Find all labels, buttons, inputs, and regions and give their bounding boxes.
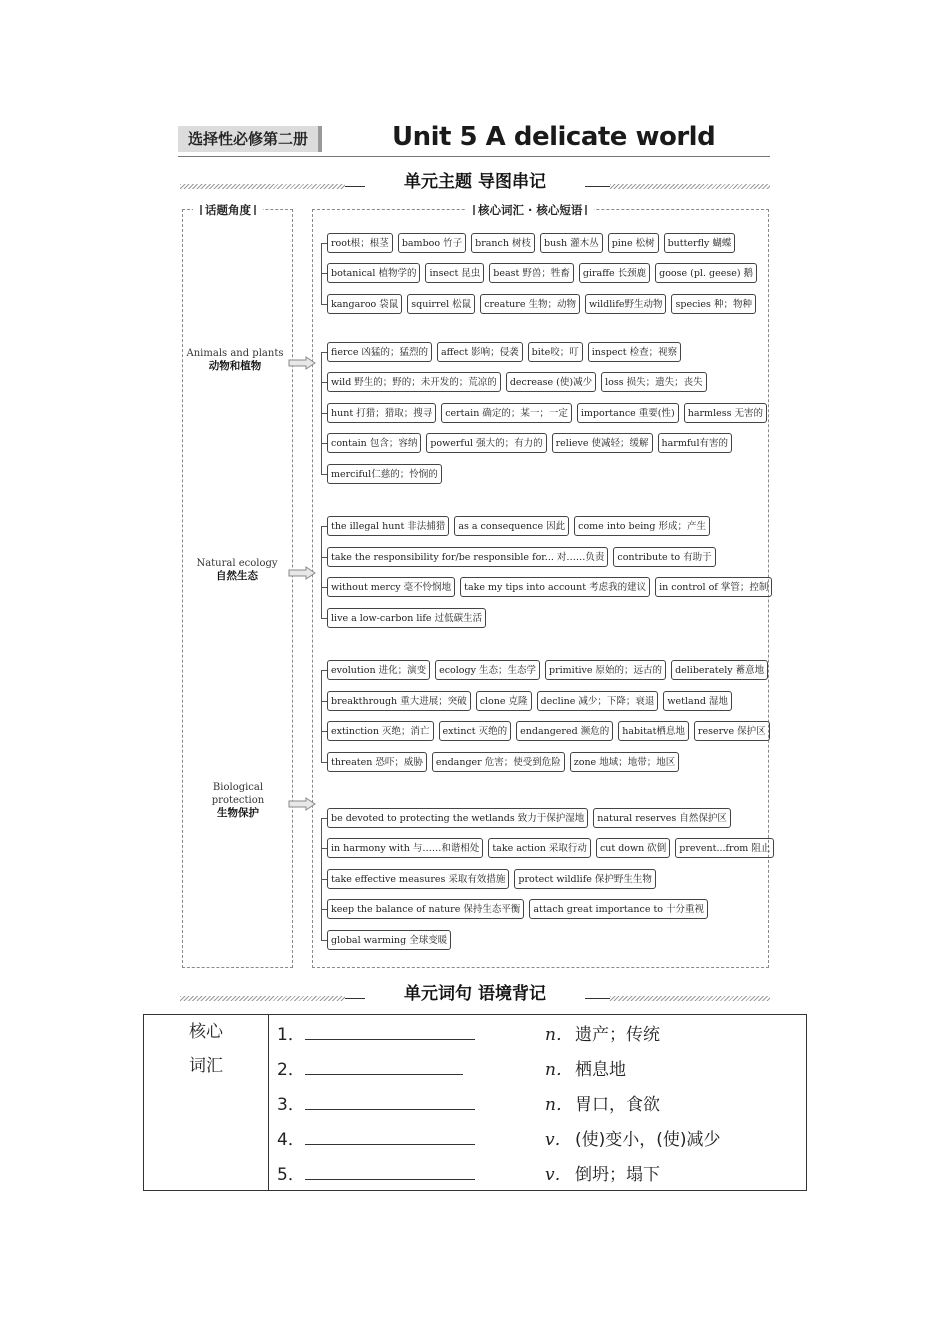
word-row (321, 432, 737, 454)
vocab-row (277, 1085, 806, 1120)
word-box: extinct 灭绝的 (439, 721, 512, 741)
phrase-box: protect wildlife 保护野生生物 (514, 869, 655, 889)
word-box: giraffe 长颈鹿 (579, 263, 650, 283)
meaning: 遗产；传统 (575, 1025, 660, 1045)
topic-natural-ecology (184, 557, 290, 583)
unit-title: Unit 5 A delicate world (392, 122, 716, 152)
word-row (321, 293, 761, 315)
phrase-box: be devoted to protecting the wetlands 致力于保护湿地 (327, 808, 588, 828)
topic-en: Natural ecology (196, 558, 278, 569)
topic-zh: 动物和植物 (208, 360, 262, 372)
header-rule (178, 156, 770, 157)
banner-hatch-left (180, 996, 345, 1001)
word-box: goose (pl. geese) 鹅 (655, 263, 757, 283)
vocab-row (277, 1050, 806, 1085)
answer-blank[interactable] (305, 1178, 475, 1180)
word-box: primitive 原始的；远古的 (545, 660, 666, 680)
vocab-row (277, 1120, 806, 1155)
word-box: inspect 检查；视察 (588, 342, 681, 362)
phrase-box: in control of 掌管；控制 (655, 577, 772, 597)
answer-blank[interactable] (305, 1108, 475, 1110)
item-number: 1． (277, 1025, 305, 1045)
word-box: root根；根茎 (327, 233, 393, 253)
banner-rule (585, 998, 610, 999)
word-box: bite咬；叮 (528, 342, 583, 362)
word-box: branch 树枝 (471, 233, 535, 253)
word-row (321, 751, 684, 773)
topic-en: protection (211, 795, 265, 806)
arrow-right-icon (288, 356, 316, 370)
phrase-box: in harmony with 与……和谐相处 (327, 838, 483, 858)
word-box: contain 包含；容纳 (327, 433, 421, 453)
item-number: 5． (277, 1165, 305, 1185)
word-box: merciful仁慈的；怜悯的 (327, 464, 442, 484)
banner-rule (585, 186, 610, 187)
phrase-box: the illegal hunt 非法捕猎 (327, 516, 449, 536)
phrase-box: cut down 砍倒 (596, 838, 670, 858)
word-box: clone 克隆 (476, 691, 532, 711)
part-of-speech: n． (545, 1095, 573, 1115)
word-box: extinction 灭绝；消亡 (327, 721, 434, 741)
phrase-box: take the responsibility for/be responsible for... 对……负责 (327, 547, 608, 567)
word-box: bamboo 竹子 (398, 233, 466, 253)
word-row (321, 402, 772, 424)
topic-zh: 自然生态 (216, 570, 258, 582)
word-box: affect 影响；侵袭 (437, 342, 523, 362)
word-row (321, 807, 736, 829)
phrase-box: prevent...from 阻止 (675, 838, 774, 858)
banner-rule (345, 186, 365, 187)
meaning: 胃口，食欲 (575, 1095, 660, 1115)
word-row (321, 690, 737, 712)
word-box: wildlife野生动物 (585, 294, 667, 314)
word-box: harmless 无害的 (684, 403, 767, 423)
vocab-items (269, 1015, 807, 1191)
phrase-box: attach great importance to 十分重视 (529, 899, 708, 919)
word-box: botanical 植物学的 (327, 263, 420, 283)
word-row (321, 837, 779, 859)
word-box: squirrel 松鼠 (407, 294, 475, 314)
word-box: reserve 保护区 (694, 721, 770, 741)
word-row (321, 463, 447, 485)
word-row (321, 341, 686, 363)
phrase-box: global warming 全球变暖 (327, 930, 451, 950)
word-row (321, 576, 777, 598)
phrase-box: take my tips into account 考虑我的建议 (460, 577, 650, 597)
word-box: bush 灌木丛 (540, 233, 603, 253)
phrase-box: natural reserves 自然保护区 (593, 808, 731, 828)
phrase-box: as a consequence 因此 (454, 516, 569, 536)
word-box: butterfly 蝴蝶 (664, 233, 736, 253)
phrase-box: without mercy 毫不怜悯地 (327, 577, 455, 597)
vocab-category (144, 1015, 269, 1191)
word-row (321, 262, 762, 284)
word-row (321, 232, 740, 254)
word-box: habitat栖息地 (618, 721, 689, 741)
word-box: decline 减少；下降；衰退 (537, 691, 659, 711)
meaning: (使)变小，(使)减少 (575, 1130, 721, 1150)
answer-blank[interactable] (305, 1143, 475, 1145)
word-row (321, 607, 491, 629)
part-of-speech: v． (545, 1130, 572, 1150)
part-of-speech: v． (545, 1165, 572, 1185)
group-connector (321, 670, 322, 762)
arrow-right-icon (288, 797, 316, 811)
group-connector (321, 526, 322, 618)
word-box: endanger 危害；使受到危险 (432, 752, 565, 772)
word-box: insect 昆虫 (425, 263, 484, 283)
topic-en: Animals and plants (186, 348, 284, 359)
word-box: beast 野兽；牲畜 (489, 263, 574, 283)
word-box: powerful 强大的；有力的 (426, 433, 546, 453)
word-box: fierce 凶猛的；猛烈的 (327, 342, 432, 362)
word-box: kangaroo 袋鼠 (327, 294, 402, 314)
section-banner-mindmap: 单元主题 导图串记 (404, 172, 546, 192)
section-banner-context: 单元词句 语境背记 (404, 984, 546, 1004)
word-box: loss 损失；遗失；丧失 (601, 372, 707, 392)
word-row (321, 720, 775, 742)
word-box: endangered 濒危的 (516, 721, 613, 741)
arrow-right-icon (288, 566, 316, 580)
category-line: 词汇 (189, 1056, 223, 1076)
phrase-box: come into being 形成；产生 (574, 516, 710, 536)
topic-en: Biological (212, 782, 264, 793)
word-box: ecology 生态；生态学 (435, 660, 540, 680)
phrase-box: live a low-carbon life 过低碳生活 (327, 608, 486, 628)
category-line: 核心 (189, 1022, 223, 1042)
word-row (321, 898, 713, 920)
word-row (321, 868, 661, 890)
word-box: certain 确定的；某一；一定 (441, 403, 572, 423)
phrase-box: take effective measures 采取有效措施 (327, 869, 509, 889)
word-box: breakthrough 重大进展；突破 (327, 691, 471, 711)
answer-blank[interactable] (305, 1038, 475, 1040)
vocab-row (277, 1015, 806, 1050)
word-box: species 种；物种 (671, 294, 755, 314)
word-box: importance 重要(性) (577, 403, 679, 423)
item-number: 2． (277, 1060, 305, 1080)
vocab-table (143, 1014, 807, 1191)
word-box: pine 松树 (608, 233, 659, 253)
word-box: relieve 使减轻；缓解 (552, 433, 653, 453)
phrase-box: keep the balance of nature 保持生态平衡 (327, 899, 524, 919)
word-box: hunt 打猎；猎取；搜寻 (327, 403, 436, 423)
topic-frame-title: 话题角度 (193, 202, 263, 218)
word-box: harmful有害的 (658, 433, 733, 453)
word-row (321, 929, 456, 951)
word-box: creature 生物；动物 (480, 294, 580, 314)
meaning: 栖息地 (575, 1060, 626, 1080)
topic-frame (182, 209, 293, 968)
word-box: deliberately 蓄意地 (671, 660, 768, 680)
phrase-box: take action 采取行动 (488, 838, 591, 858)
phrase-box: contribute to 有助于 (613, 547, 715, 567)
word-box: zone 地域；地带；地区 (570, 752, 680, 772)
banner-hatch-right (610, 996, 770, 1001)
word-box: decrease (使)减少 (506, 372, 596, 392)
banner-hatch-right (610, 184, 770, 189)
word-row (321, 371, 712, 393)
topic-animals-plants (182, 347, 288, 373)
word-box: wild 野生的；野的；未开发的；荒凉的 (327, 372, 501, 392)
item-number: 3． (277, 1095, 305, 1115)
word-row (321, 659, 773, 681)
topic-zh: 生物保护 (217, 807, 259, 819)
word-row (321, 546, 721, 568)
book-volume-tag: 选择性必修第二册 (178, 126, 322, 152)
answer-blank[interactable] (305, 1073, 463, 1075)
vocab-frame-title: 核心词汇 · 核心短语 (466, 202, 594, 218)
topic-biological-protection (185, 781, 291, 820)
banner-hatch-left (180, 184, 345, 189)
word-box: threaten 恐吓；威胁 (327, 752, 427, 772)
word-row (321, 515, 715, 537)
part-of-speech: n． (545, 1060, 573, 1080)
banner-rule (345, 998, 365, 999)
word-box: wetland 湿地 (663, 691, 732, 711)
meaning: 倒坍；塌下 (575, 1165, 660, 1185)
vocab-row (277, 1155, 806, 1190)
word-box: evolution 进化；演变 (327, 660, 430, 680)
part-of-speech: n． (545, 1025, 573, 1045)
item-number: 4． (277, 1130, 305, 1150)
